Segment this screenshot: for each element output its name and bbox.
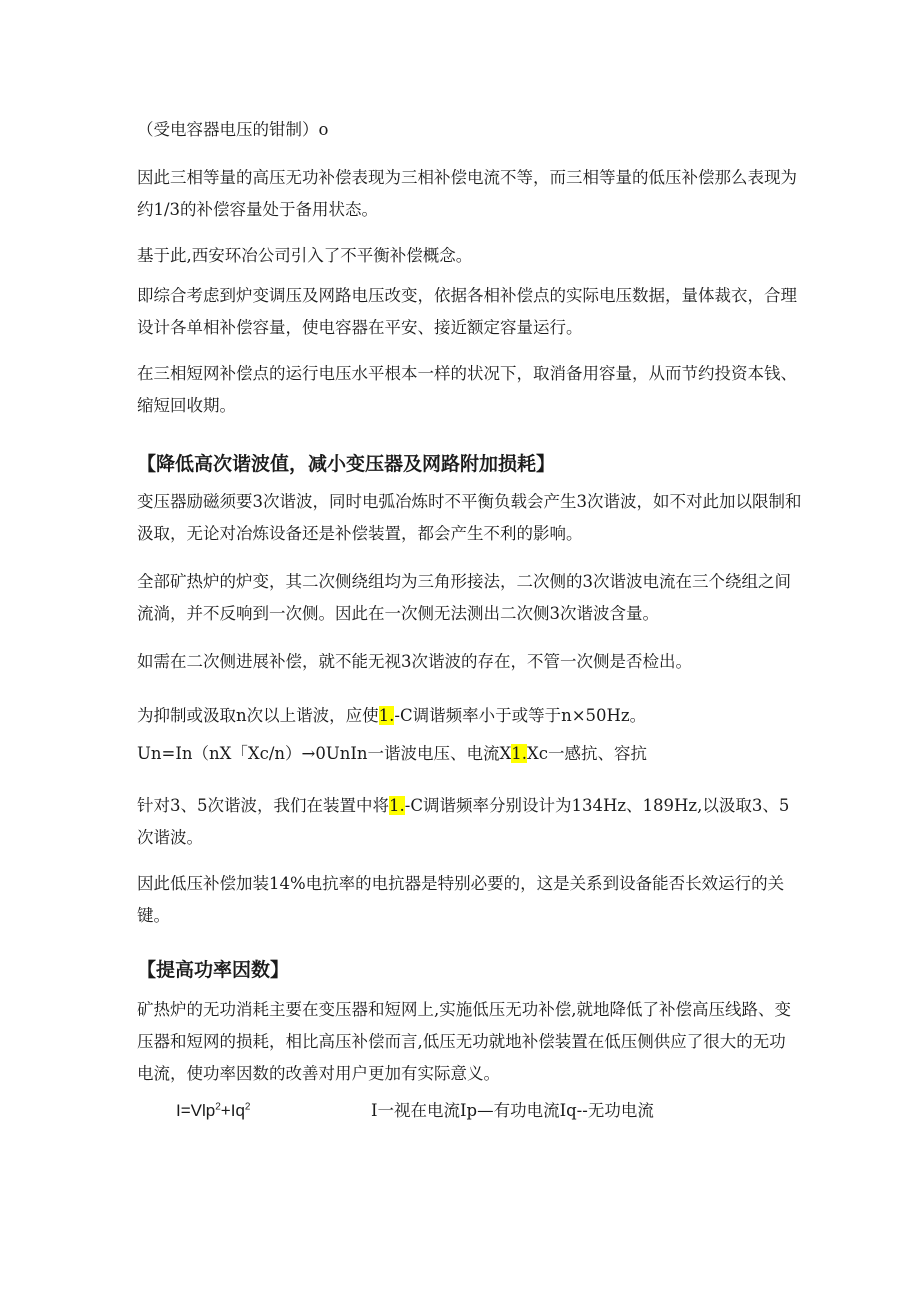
paragraph-secondary-compensation: 如需在二次侧进展补偿，就不能无视3次谐波的存在，不管一次侧是否检出。	[137, 652, 692, 671]
paragraph-third-harmonic: 变压器励磁须要3次谐波，同时电弧冶炼时不平衡负载会产生3次谐波，如不对此加以限制和汲取，无论对冶炼设备还是补偿装置，都会产生不利的影响。	[137, 492, 802, 543]
text-segment: -C调谐频率分别设计为134Hz、189Hz,以汲取3、5次谐波。	[137, 796, 790, 847]
formula-part: +Iq	[220, 1101, 245, 1120]
paragraph-tuning-frequency	[137, 700, 802, 732]
paragraph-harmonic-formula	[137, 738, 802, 770]
paragraph-unequal-compensation: 因此三相等量的高压无功补偿表现为三相补偿电流不等，而三相等量的低压补偿那么表现为约1/3的补偿容量处于备用状态。	[137, 168, 797, 219]
text-segment: Un=In（nX「Xc/n）→0UnIn一谐波电压、电流X	[137, 744, 512, 763]
section-heading-harmonics: 【降低高次谐波值，减小变压器及网路附加损耗】	[137, 453, 556, 475]
paragraph-reactor-necessity: 因此低压补偿加装14%电抗率的电抗器是特别必要的，这是关系到设备能否长效运行的关键。	[137, 874, 785, 925]
paragraph-delta-winding: 全部矿热炉的炉变，其二次侧绕组均为三角形接法，二次侧的3次谐波电流在三个绕组之间流淌，并不反响到一次侧。因此在一次侧无法测出二次侧3次谐波含量。	[137, 572, 791, 623]
section-heading-power-factor: 【提高功率因数】	[137, 959, 290, 981]
apparent-current-formula	[176, 1097, 250, 1125]
text-segment: -C调谐频率小于或等于n×50Hz。	[394, 706, 647, 725]
highlighted-text: 1.	[378, 706, 395, 725]
formula-part: I=Vlp	[176, 1101, 216, 1120]
exponent: 2	[215, 1101, 221, 1113]
paragraph-tuning-design	[137, 790, 802, 854]
paragraph-cancel-spare: 在三相短网补偿点的运行电压水平根本一样的状况下，取消备用容量，从而节约投资本钱、缩短回收期。	[137, 364, 797, 415]
paragraph-reactive-loss: 矿热炉的无功消耗主要在变压器和短网上,实施低压无功补偿,就地降低了补偿高压线路、变压器和短网的损耗，相比高压补偿而言,低压无功就地补偿装置在低压侧供应了很大的无功电流，使功率因数的改善对用户更加有实际意义。	[137, 1000, 791, 1083]
formula-legend: I一视在电流Ip—有功电流Iq--无功电流	[371, 1101, 654, 1120]
highlighted-text: 1.	[389, 796, 405, 815]
paragraph-design-capacity: 即综合考虑到炉变调压及网路电压改变，依据各相补偿点的实际电压数据，量体裁衣，合理设计各单相补偿容量，使电容器在平安、接近额定容量运行。	[137, 286, 797, 337]
exponent: 2	[244, 1101, 251, 1113]
highlighted-text: 1.	[511, 744, 528, 763]
paragraph-capacitor-clamp: （受电容器电压的钳制）o	[137, 120, 329, 139]
paragraph-unbalanced-concept: 基于此,西安环冶公司引入了不平衡补偿概念。	[137, 246, 473, 265]
text-segment: 为抑制或汲取n次以上谐波，应使	[137, 706, 379, 725]
text-segment: 针对3、5次谐波，我们在装置中将	[137, 796, 389, 815]
text-segment: Xc一感抗、容抗	[527, 744, 648, 763]
